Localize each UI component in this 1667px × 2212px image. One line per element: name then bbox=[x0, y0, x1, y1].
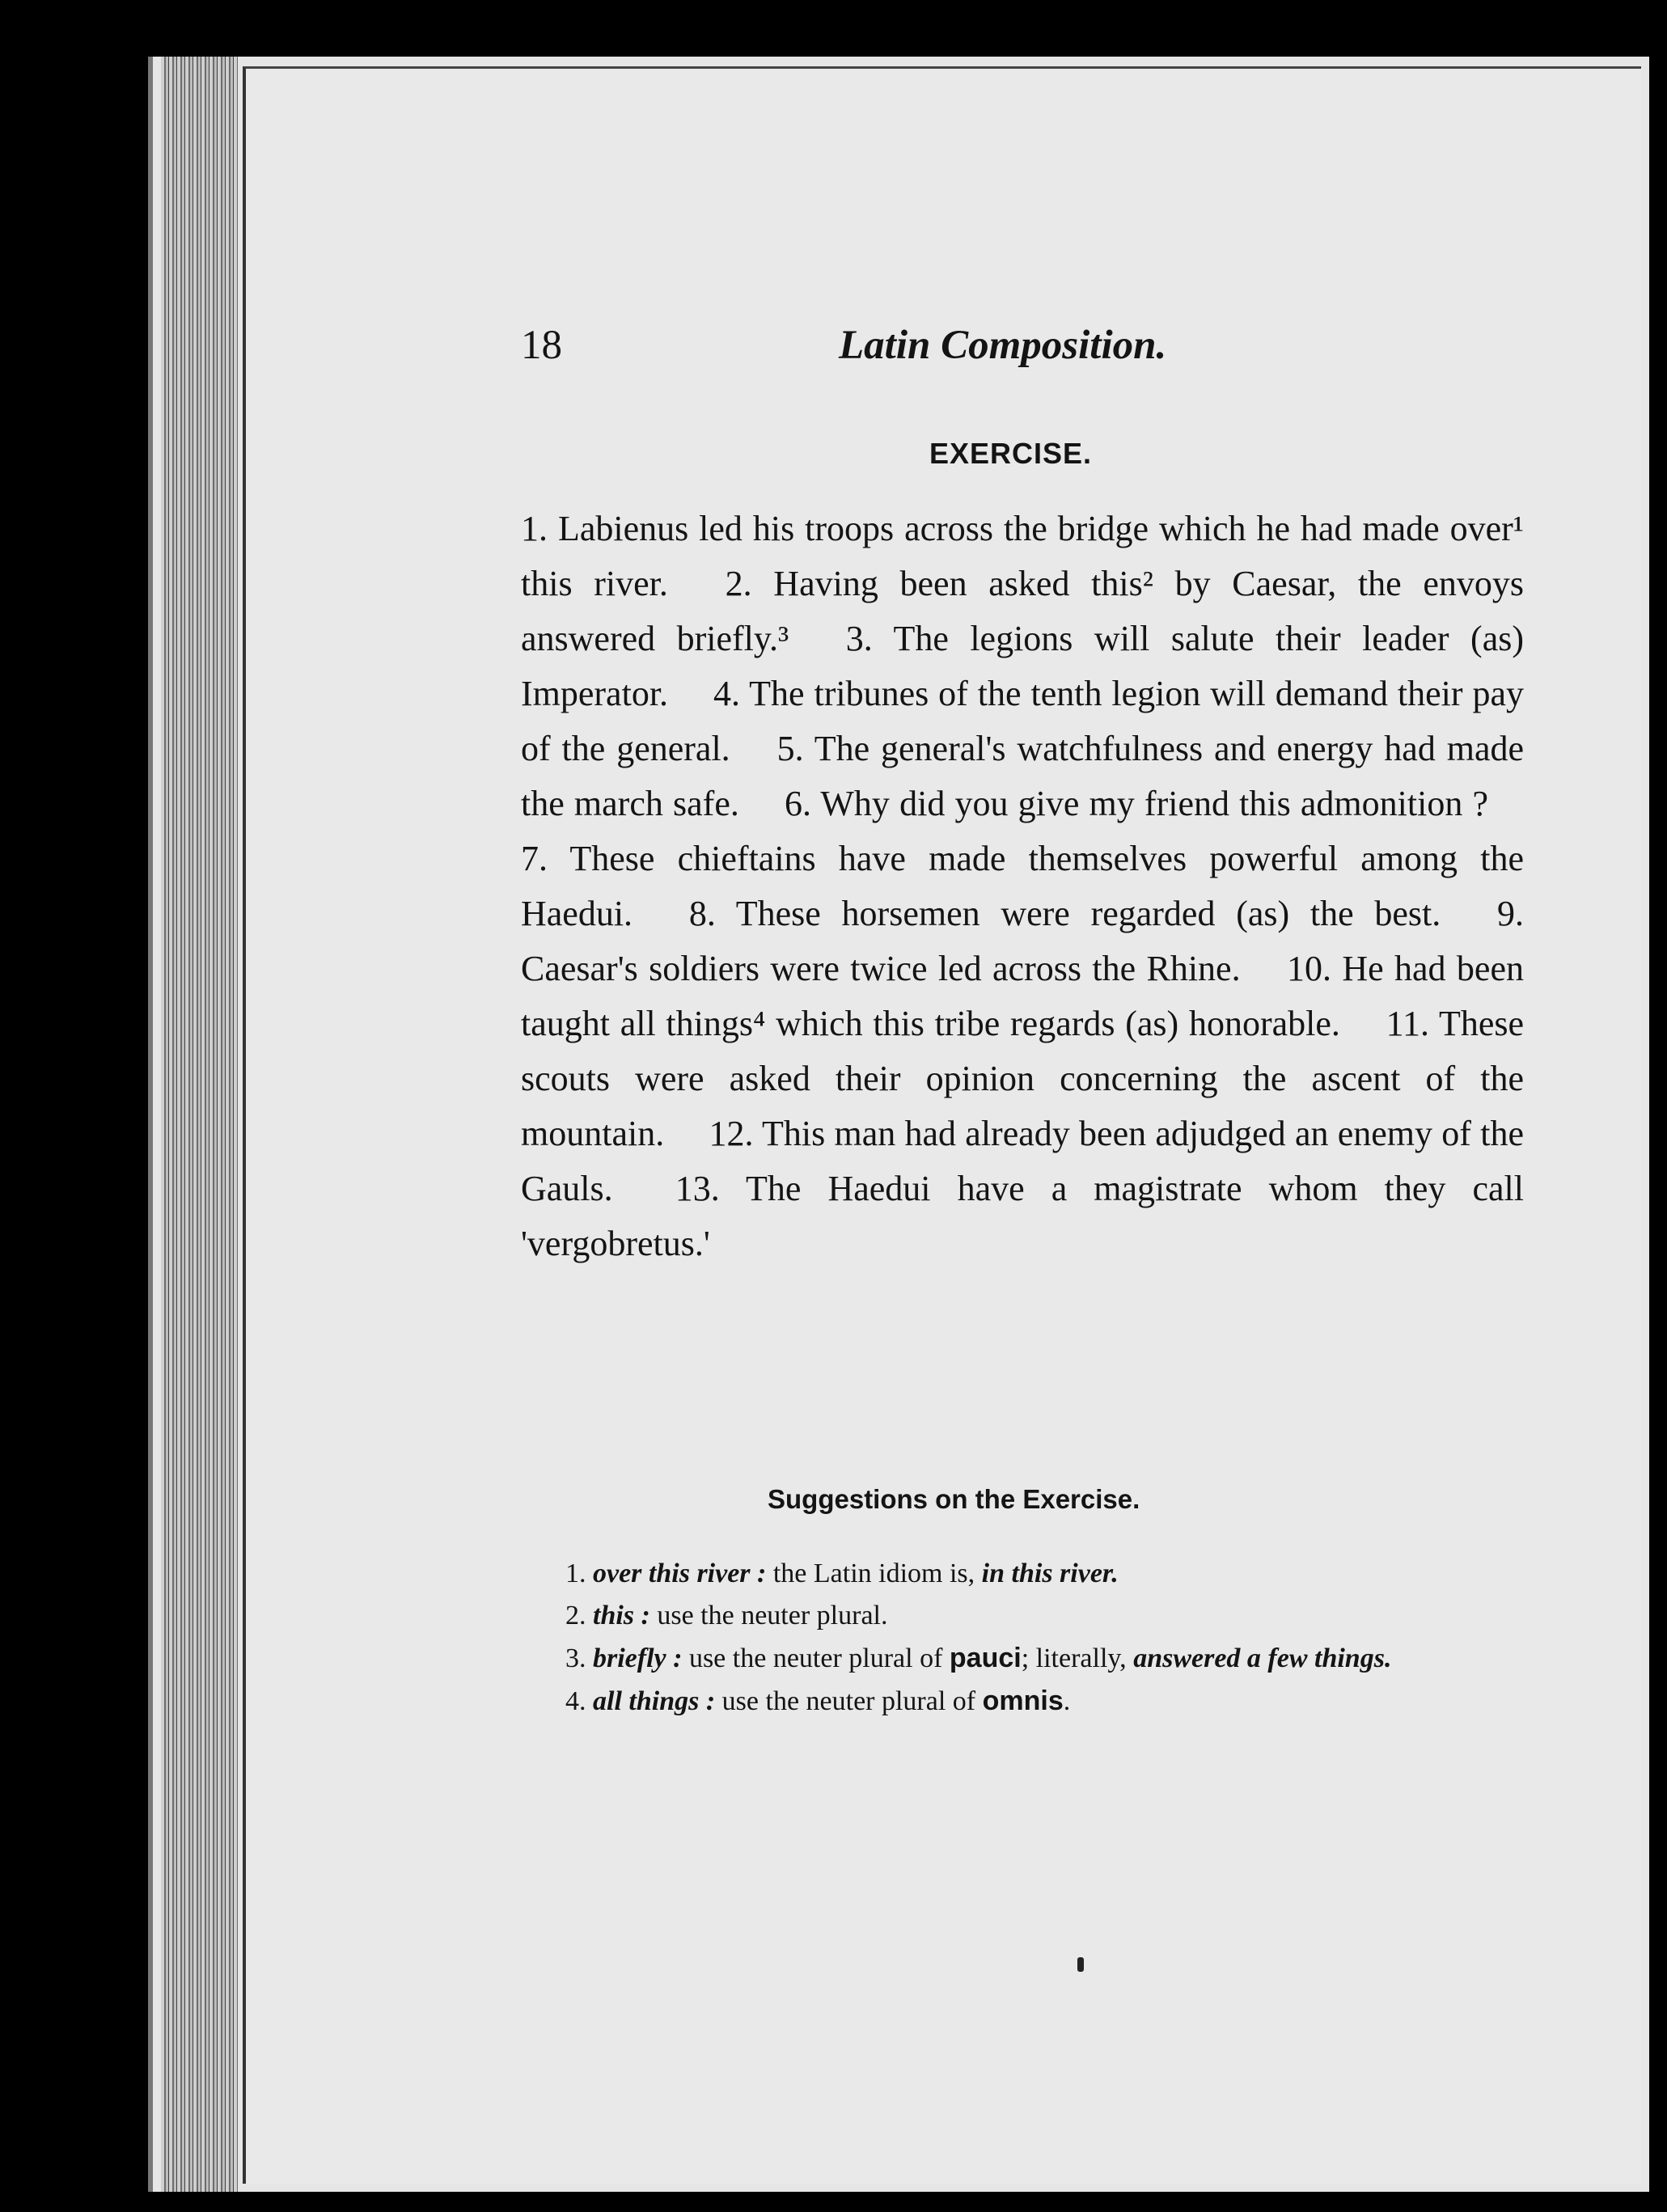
ink-speck bbox=[1077, 1957, 1084, 1972]
suggestions-heading: Suggestions on the Exercise. bbox=[768, 1484, 1140, 1514]
exercise-paragraph bbox=[521, 501, 1524, 1271]
exercise-item-6: 6. Why did you give my friend this admonition ? bbox=[785, 784, 1525, 823]
exercise-item-11: 11. These scouts were asked their opinion concerning the ascent of the mountain. bbox=[521, 1004, 1525, 1153]
suggestion-text: use the neuter plural. bbox=[657, 1601, 888, 1630]
suggestion-term: briefly : bbox=[593, 1643, 683, 1673]
exercise-item-1: 1. Labienus led his troops across the bridge which he had made over¹ this river. bbox=[521, 509, 1524, 603]
suggestion-text: use the neuter plural of bbox=[721, 1686, 976, 1716]
page-header bbox=[521, 259, 1667, 368]
exercise-item-8: 8. These horsemen were regarded (as) the best. bbox=[688, 894, 1477, 933]
suggestion-text: use the neuter plural of bbox=[688, 1643, 943, 1673]
suggestion-italic-end: in this river. bbox=[981, 1559, 1119, 1588]
book-page bbox=[243, 66, 1641, 2184]
suggestion-number: 1. bbox=[565, 1559, 586, 1588]
suggestion-term: this : bbox=[593, 1601, 650, 1630]
exercise-item-10: 10. He had been taught all things⁴ which this tribe regards (as) honorable. bbox=[521, 949, 1524, 1043]
exercise-heading: EXERCISE. bbox=[929, 437, 1093, 470]
exercise-item-12: 12. This man had already been adjudged an enemy of the Gauls. bbox=[521, 1114, 1524, 1208]
suggestion-item bbox=[521, 1553, 1524, 1595]
running-title: Latin Composition. bbox=[839, 323, 1167, 368]
suggestion-number: 4. bbox=[565, 1686, 586, 1716]
suggestion-number: 3. bbox=[565, 1643, 586, 1673]
page-number: 18 bbox=[521, 323, 562, 368]
suggestion-item bbox=[521, 1680, 1524, 1723]
suggestion-text-2: . bbox=[1063, 1686, 1071, 1716]
suggestion-italic-end: answered a few things. bbox=[1133, 1643, 1392, 1673]
exercise-item-7: 7. These chieftains have made themselves powerful among the Haedui. bbox=[521, 839, 1524, 933]
suggestion-term: over this river : bbox=[593, 1559, 767, 1588]
exercise-item-13: 13. The Haedui have a magistrate whom they call 'vergobretus.' bbox=[521, 1169, 1524, 1263]
suggestion-latin-word: omnis bbox=[982, 1685, 1064, 1716]
suggestion-item bbox=[521, 1595, 1524, 1637]
suggestion-item bbox=[521, 1637, 1524, 1680]
suggestion-latin-word: pauci bbox=[949, 1643, 1022, 1673]
suggestions-list bbox=[521, 1553, 1524, 1723]
exercise-item-5: 5. The general's watchfulness and energy had made the march safe. bbox=[521, 729, 1525, 823]
exercise-item-3: 3. The legions will salute their leader (as) Imperator. bbox=[521, 619, 1524, 713]
exercise-item-9: 9. Caesar's soldiers were twice led across the Rhine. bbox=[521, 894, 1525, 988]
suggestion-number: 2. bbox=[565, 1601, 586, 1630]
exercise-item-2: 2. Having been asked this² by Caesar, the envoys answered briefly.³ bbox=[521, 564, 1525, 658]
exercise-item-4: 4. The tribunes of the tenth legion will demand their pay of the general. bbox=[521, 674, 1525, 768]
suggestion-text: the Latin idiom is, bbox=[772, 1559, 975, 1588]
page-content bbox=[521, 259, 1667, 1716]
suggestion-term: all things : bbox=[593, 1686, 716, 1716]
suggestion-text-2: ; literally, bbox=[1021, 1643, 1127, 1673]
